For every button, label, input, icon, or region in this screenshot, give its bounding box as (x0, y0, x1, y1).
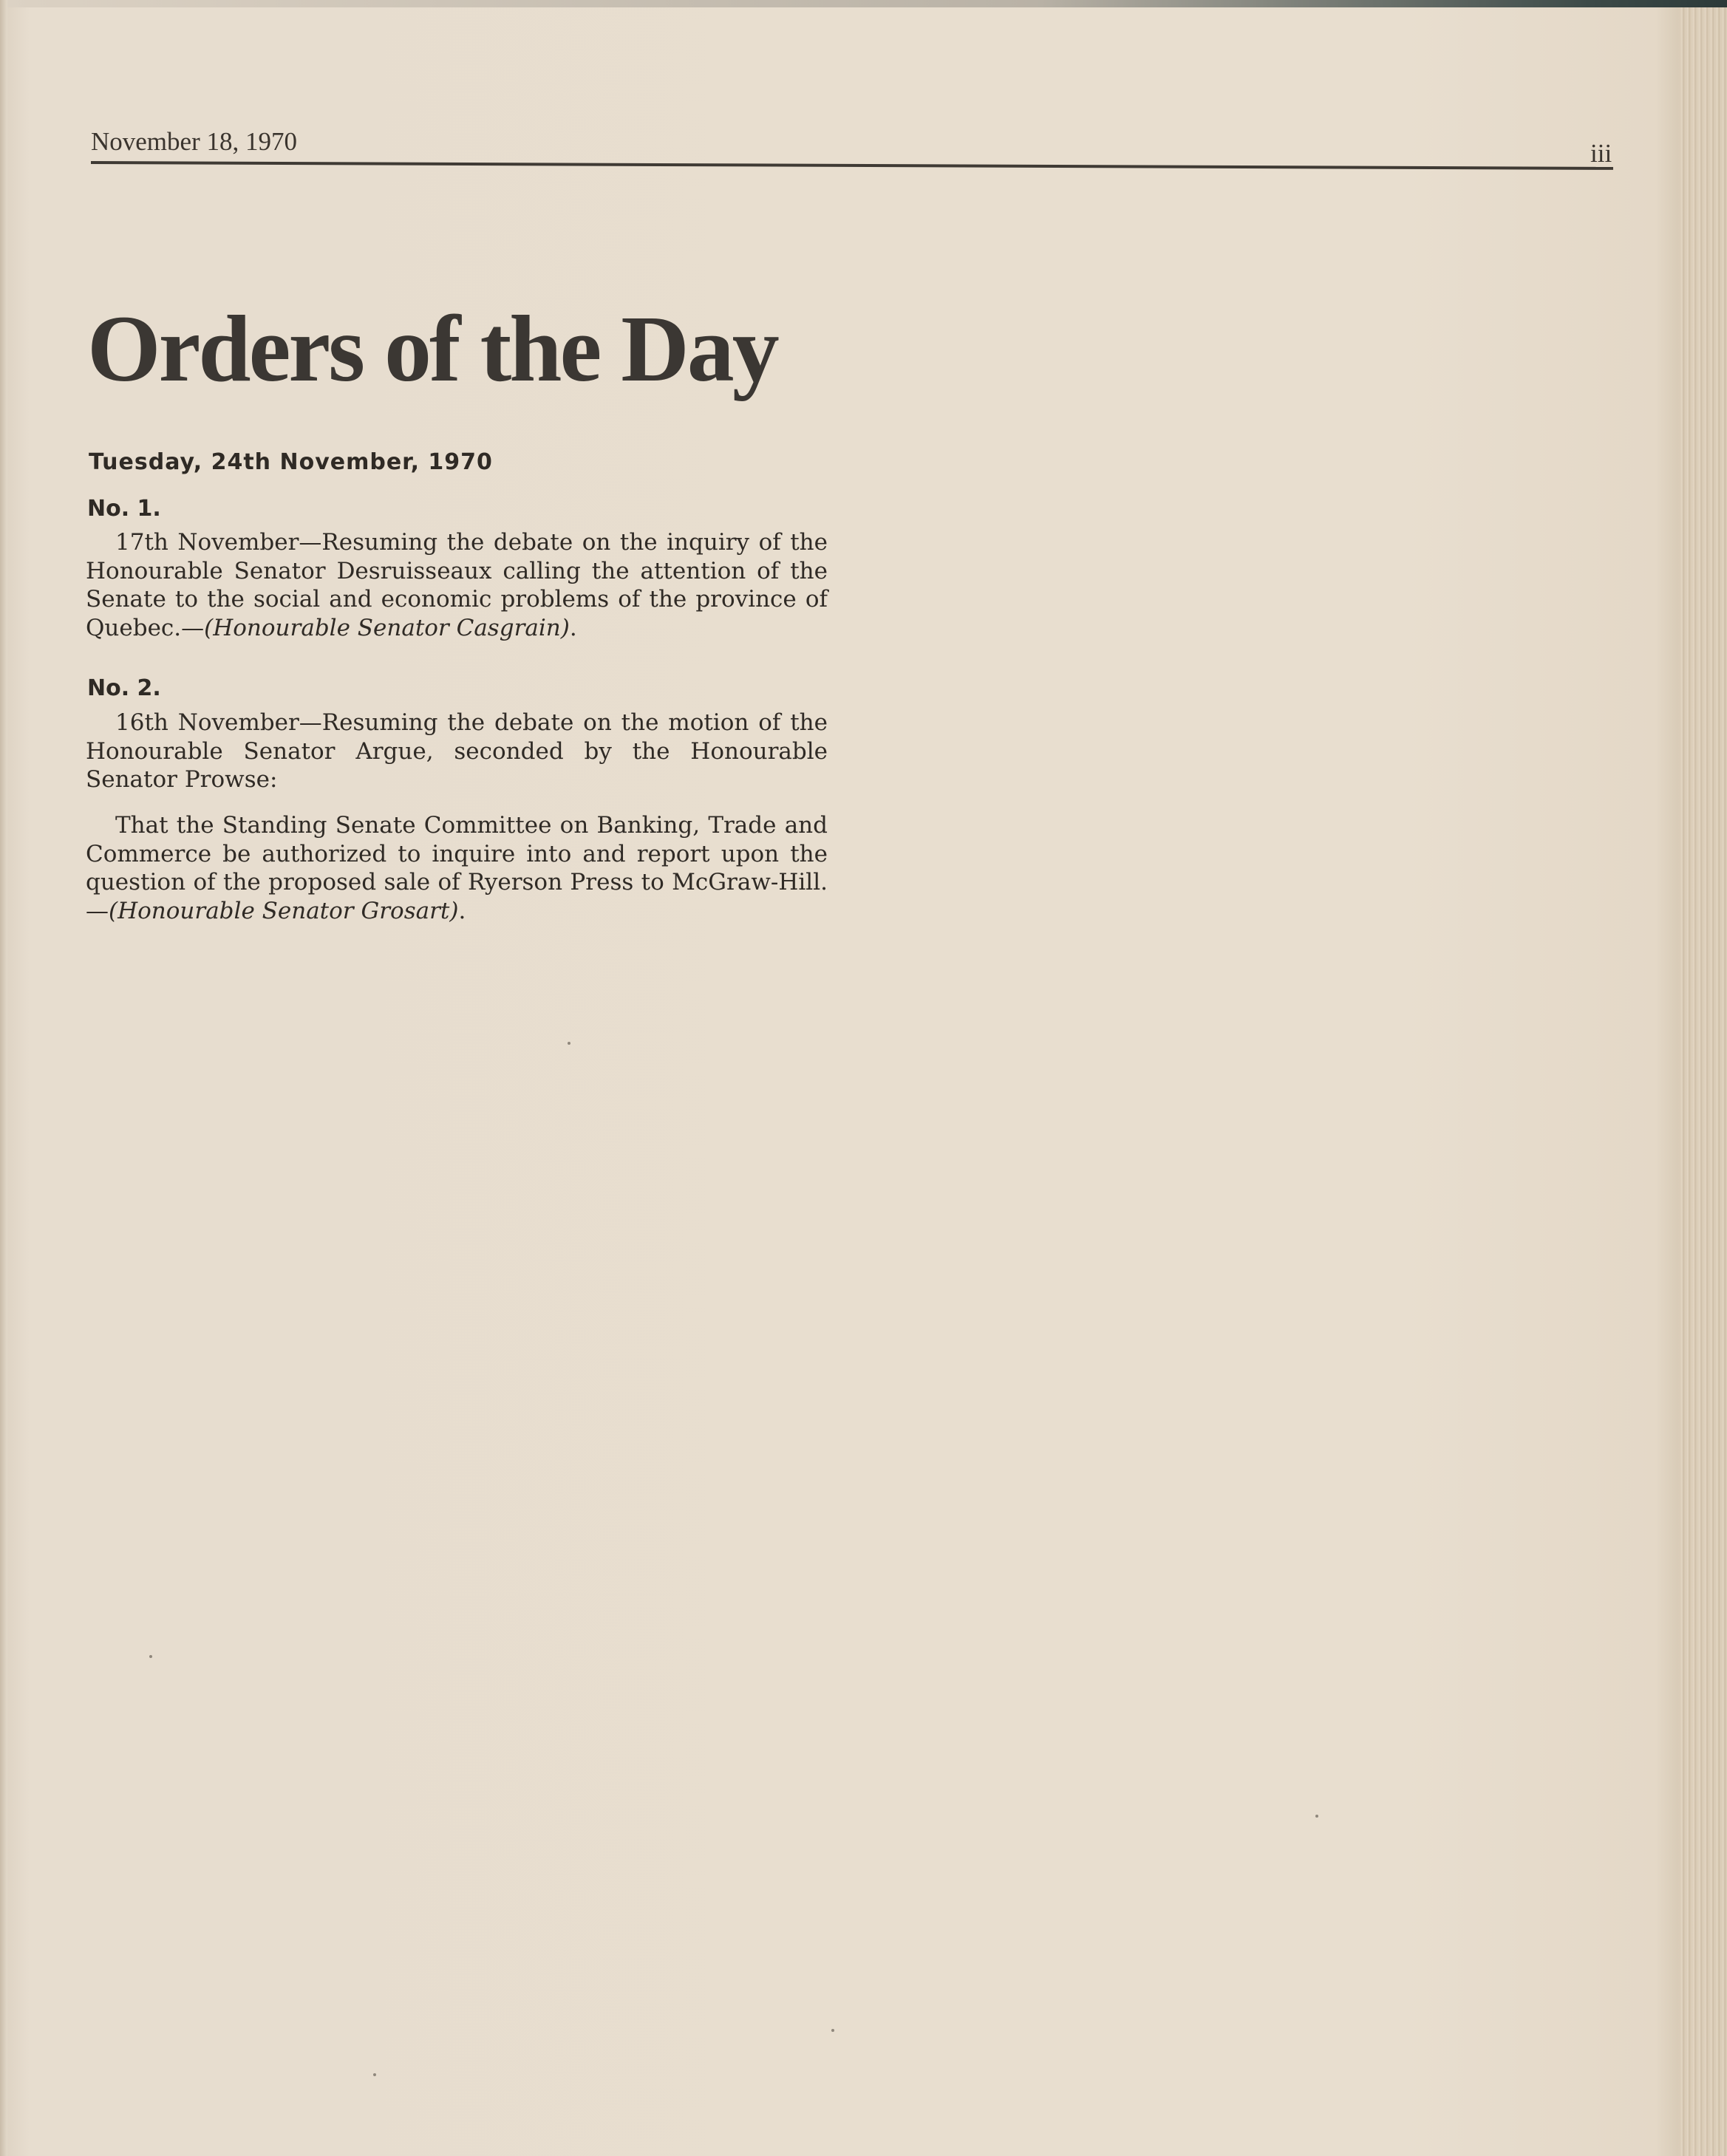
item-2-text-2: That the Standing Senate Committee on Banking, Trade and Commerce be authorized to inquire into and report upon the question of the proposed sale of Ryerson Press to McGraw-Hill.— (86, 812, 828, 924)
book-page-edges (1680, 7, 1727, 2156)
item-number-2: No. 2. (87, 675, 161, 701)
item-1-text: 17th November—Resuming the debate on the inquiry of the Honourable Senator Desruisseaux calling the attention of the Senate to the social and economic problems of the province of Quebec.— (86, 529, 828, 641)
item-2-text-1: 16th November—Resuming the debate on the motion of the Honourable Senator Argue, seconded by the Honourable Senator Prowse: (86, 709, 828, 793)
paper-speck (831, 2029, 834, 2032)
paper-speck (373, 2073, 376, 2076)
item-number-1: No. 1. (87, 496, 161, 522)
running-head-date: November 18, 1970 (91, 127, 297, 156)
item-2-paragraph-2 (86, 811, 828, 925)
item-1-paragraph (86, 528, 828, 642)
paper-speck (149, 1655, 152, 1658)
item-1-senator: (Honourable Senator Casgrain) (204, 614, 570, 641)
page-title: Orders of the Day (87, 296, 777, 401)
page-number: iii (1590, 139, 1612, 168)
paper-speck (1315, 1815, 1318, 1818)
item-1-end: . (569, 614, 577, 641)
page-left-edge (0, 0, 7, 2156)
page-top-edge (0, 0, 1727, 7)
item-2-end: . (458, 897, 466, 924)
header-rule (91, 161, 1613, 170)
paper-speck (568, 1042, 570, 1045)
item-2-senator: (Honourable Senator Grosart) (109, 897, 459, 924)
sitting-date: Tuesday, 24th November, 1970 (89, 449, 493, 475)
item-2-paragraph-1 (86, 709, 828, 794)
